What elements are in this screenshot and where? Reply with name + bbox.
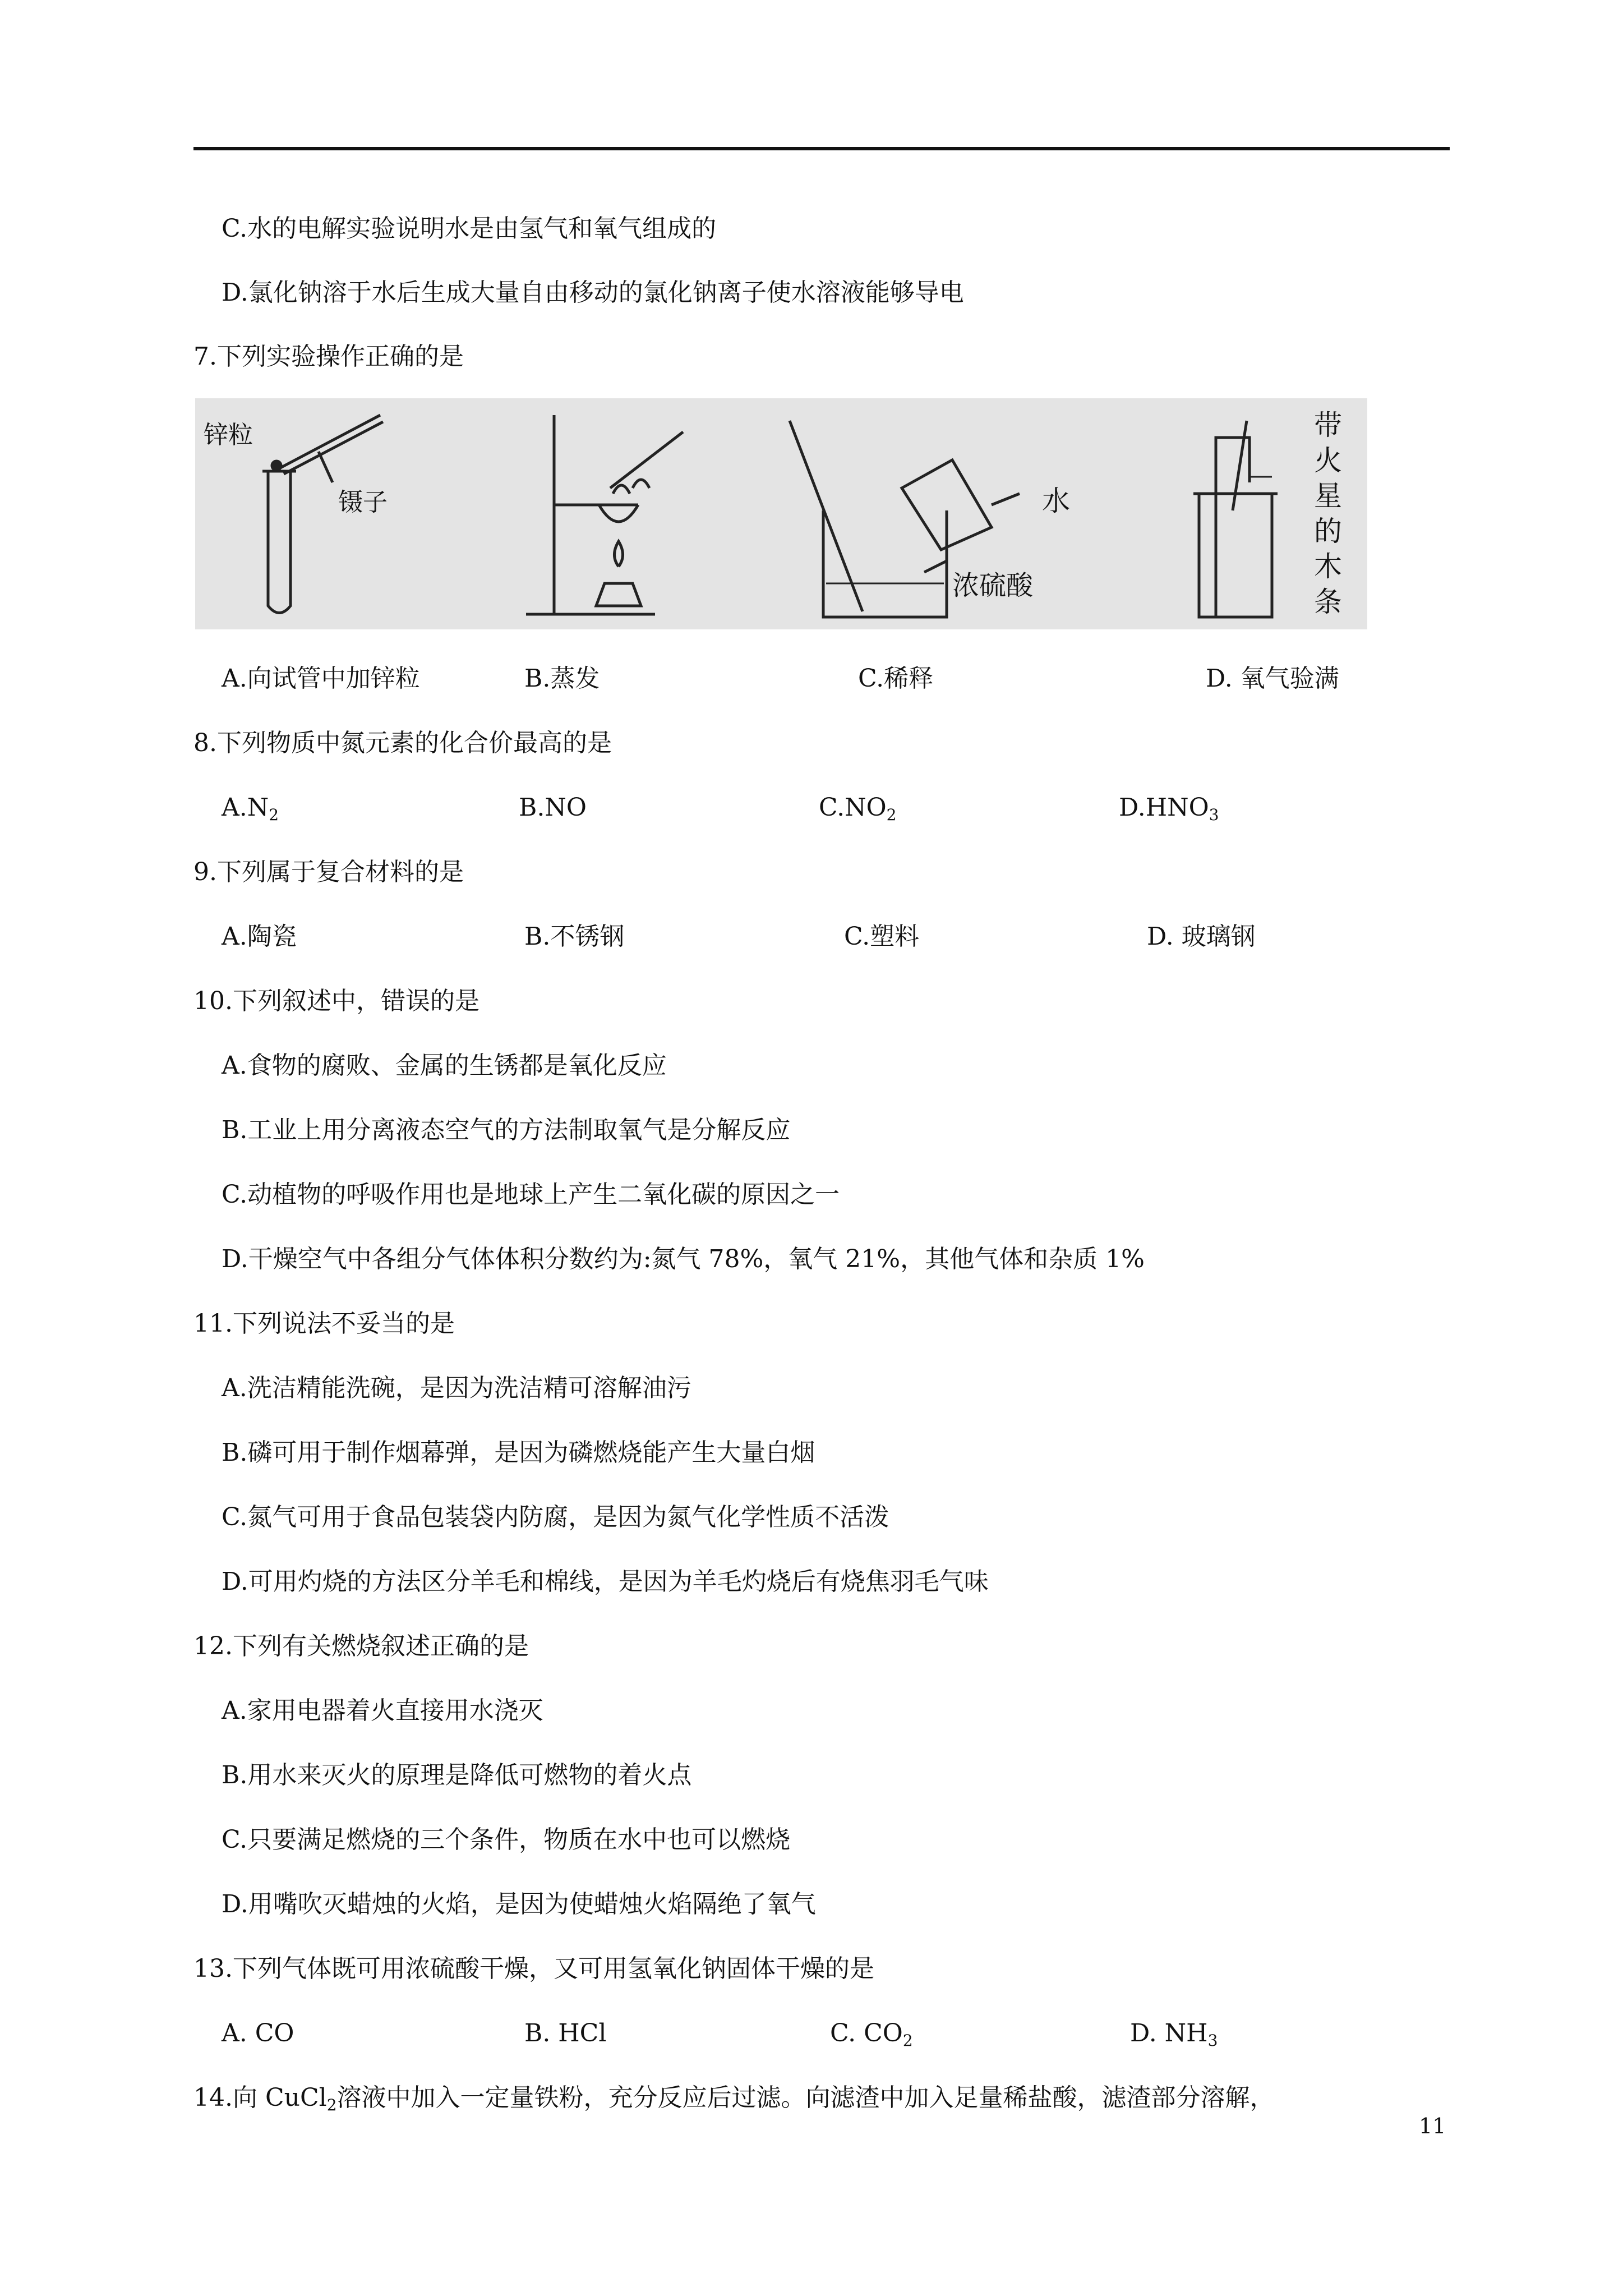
q13-option-d: D. $NH_3$ [1130,2019,1218,2050]
q6-option-c: C.水的电解实验说明水是由氢气和氧气组成的 [222,214,717,243]
q13-option-b: B. HCl [524,2019,607,2047]
q11-option-d: D.可用灼烧的方法区分羊毛和棉线，是因为羊毛灼烧后有烧焦羽毛气味 [222,1567,989,1596]
q13-option-c: C. $CO_2$ [830,2019,913,2050]
question-14: 14.向 CuCl$_2$溶液中加入一定量铁粉，充分反应后过滤。向滤渣中加入足量稀盐酸，滤渣部分溶解， [193,2083,1275,2114]
question-13: 13.下列气体既可用浓硫酸干燥，又可用氢氧化钠固体干燥的是 [193,1954,874,1983]
splint-char: 木 [1314,550,1342,583]
q10-option-c: C.动植物的呼吸作用也是地球上产生二氧化碳的原因之一 [222,1180,840,1209]
q7-option-c: C.稀释 [858,664,934,693]
q8-option-d: $D.HNO_3$ [1119,793,1219,824]
q6-option-d: D.氯化钠溶于水后生成大量自由移动的氯化钠离子使水溶液能够导电 [222,278,964,307]
q11-option-a: A.洗洁精能洗碗，是因为洗洁精可溶解油污 [222,1374,691,1402]
q9-option-b: B.不锈钢 [524,922,625,951]
evaporation-diagram [526,415,683,614]
q11-option-c: C.氮气可用于食品包装袋内防腐，是因为氮气化学性质不活泼 [222,1503,889,1531]
q13-option-a: A. CO [222,2019,294,2047]
q12-option-c: C.只要满足燃烧的三个条件，物质在水中也可以燃烧 [222,1825,791,1854]
lab-operations-figure [195,398,1367,629]
q10-option-b: B.工业上用分离液态空气的方法制取氧气是分解反应 [222,1116,791,1144]
zinc-label: 锌粒 [204,421,253,449]
q8-option-c: $C.NO_2$ [819,793,897,824]
q9-option-c: C.塑料 [844,922,920,951]
q10-option-d: D.干燥空气中各组分气体体积分数约为:氮气 78%，氧气 21%，其他气体和杂质 1% [222,1245,1145,1273]
splint-label [1314,409,1342,618]
acid-label: 浓硫酸 [952,570,1034,601]
question-9: 9.下列属于复合材料的是 [193,858,464,886]
question-10: 10.下列叙述中，错误的是 [193,987,479,1015]
splint-char: 星 [1314,480,1342,512]
q12-option-b: B.用水来灭火的原理是降低可燃物的着火点 [222,1761,692,1789]
q8-option-b: B.NO [519,793,587,822]
question-12: 12.下列有关燃烧叙述正确的是 [193,1632,529,1660]
page-number: 11 [1419,2114,1446,2138]
tweezers-label: 镊子 [338,488,388,517]
splint-char: 火 [1314,444,1342,477]
q11-option-b: B.磷可用于制作烟幕弹，是因为磷燃烧能产生大量白烟 [222,1438,815,1467]
gas-bottle-diagram [1193,421,1278,617]
q7-option-d: D. 氧气验满 [1206,664,1339,693]
splint-char: 带 [1314,409,1342,441]
water-label: 水 [1042,485,1070,517]
splint-char: 条 [1314,586,1342,618]
q9-option-a: A.陶瓷 [222,922,297,951]
q8-option-a: $A.N_2$ [222,793,279,824]
q12-option-d: D.用嘴吹灭蜡烛的火焰，是因为使蜡烛火焰隔绝了氧气 [222,1890,816,1918]
q7-option-b: B.蒸发 [524,664,600,693]
question-8: 8.下列物质中氮元素的化合价最高的是 [193,729,612,757]
header-rule [193,147,1450,150]
question-7: 7.下列实验操作正确的是 [193,342,464,371]
q10-option-a: A.食物的腐败、金属的生锈都是氧化反应 [222,1051,667,1080]
splint-char: 的 [1314,515,1342,547]
question-11: 11.下列说法不妥当的是 [193,1309,455,1338]
q7-option-a: A.向试管中加锌粒 [222,664,420,693]
q9-option-d: D. 玻璃钢 [1147,922,1256,951]
q12-option-a: A.家用电器着火直接用水浇灭 [222,1696,543,1725]
